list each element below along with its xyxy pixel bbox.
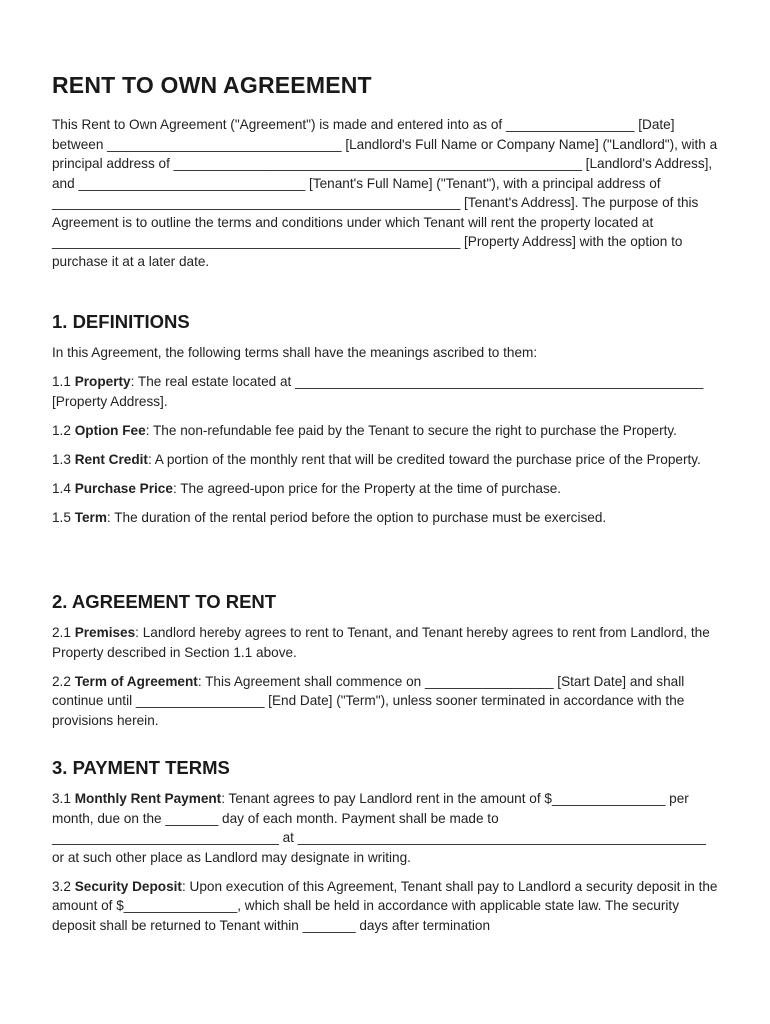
clause-term: Premises [74,625,136,640]
section-heading: 1. DEFINITIONS [52,311,190,332]
section-definitions [52,309,720,537]
section-agreement-to-rent [52,589,720,740]
clause-number: 1.2 [52,422,75,438]
clause [52,789,720,867]
clause-text: : Landlord hereby agrees to rent to Tenant, and Tenant hereby agrees to rent from Landlord, the Property described in Section 1.1 above. [52,625,710,660]
clause-number: 2.1 [52,625,75,640]
clause-text: : The non-refundable fee paid by the Tenant to secure the right to purchase the Property. [145,422,677,438]
clause [52,450,720,470]
definitions-intro: In this Agreement, the following terms shall have the meanings ascribed to them: [52,345,538,360]
clause [52,479,720,499]
clause-number: 2.2 [52,673,75,689]
clause-text: : This Agreement shall commence on _________________ [Start Date] and shall continue until _________________ [End Date] ("Term"), unless sooner terminated in accordance with the provisions herein. [52,673,685,728]
clause-number: 1.3 [52,451,75,467]
clause-number: 3.2 [52,878,75,894]
clause-text: : Upon execution of this Agreement, Tenant shall pay to Landlord a security deposit in the amount of $_______________, which shall be held in accordance with applicable state law. The security deposit shall be returned to Tenant within _______ days after termination [52,878,718,933]
clause-number: 1.5 [52,509,75,525]
clause-text: : Tenant agrees to pay Landlord rent in the amount of $_______________ per month, due on the _______ day of each month. Payment shall be made to ______________________________ at ______________________________________________________ or at such other place as Landlord may designate in writing. [52,791,706,865]
clause-text: : The real estate located at ______________________________________________________ [Property Address]. [52,374,704,409]
clause-text: : A portion of the monthly rent that will be credited toward the purchase price of the Property. [147,451,701,467]
clause [52,623,720,662]
clause-term: Purchase Price [74,480,173,496]
clause-term: Security Deposit [74,878,182,894]
clause [52,508,720,528]
section-heading: 2. AGREEMENT TO RENT [52,591,277,612]
section-payment-terms [52,755,720,945]
clause-term: Monthly Rent Payment [74,791,222,806]
clause-term: Property [74,374,131,389]
document-title: RENT TO OWN AGREEMENT [52,72,372,98]
intro-paragraph: This Rent to Own Agreement ("Agreement") is made and entered into as of _________________ [Date] between _______________________________ [Landlord's Full Name or Company Name] ("Landlord"), with a principal address of ______________________________________________________ [Landlord's Address], and ______________________________ [Tenant's Full Name] ("Tenant"), with a principal address of ______________________________________________________ [Tenant's Address]. The purpose of this Agreement is to outline the terms and conditions under which Tenant will rent the property located at ______________________________________________________ [Property Address] with the option to purchase it at a later date. [52,117,718,269]
clause-number: 1.1 [52,374,75,389]
clause-number: 3.1 [52,791,75,806]
clause [52,877,720,936]
document-page [52,68,720,933]
clause-term: Option Fee [74,422,146,438]
clause [52,372,720,411]
clause-term: Term of Agreement [74,673,198,689]
clause [52,421,720,441]
clause-text: : The duration of the rental period before the option to purchase must be exercised. [106,509,607,525]
clause-term: Rent Credit [74,451,148,467]
clause-text: : The agreed-upon price for the Property at the time of purchase. [172,480,562,496]
clause-term: Term [74,509,107,525]
clause [52,672,720,731]
clause-number: 1.4 [52,480,75,496]
section-heading: 3. PAYMENT TERMS [52,757,230,778]
